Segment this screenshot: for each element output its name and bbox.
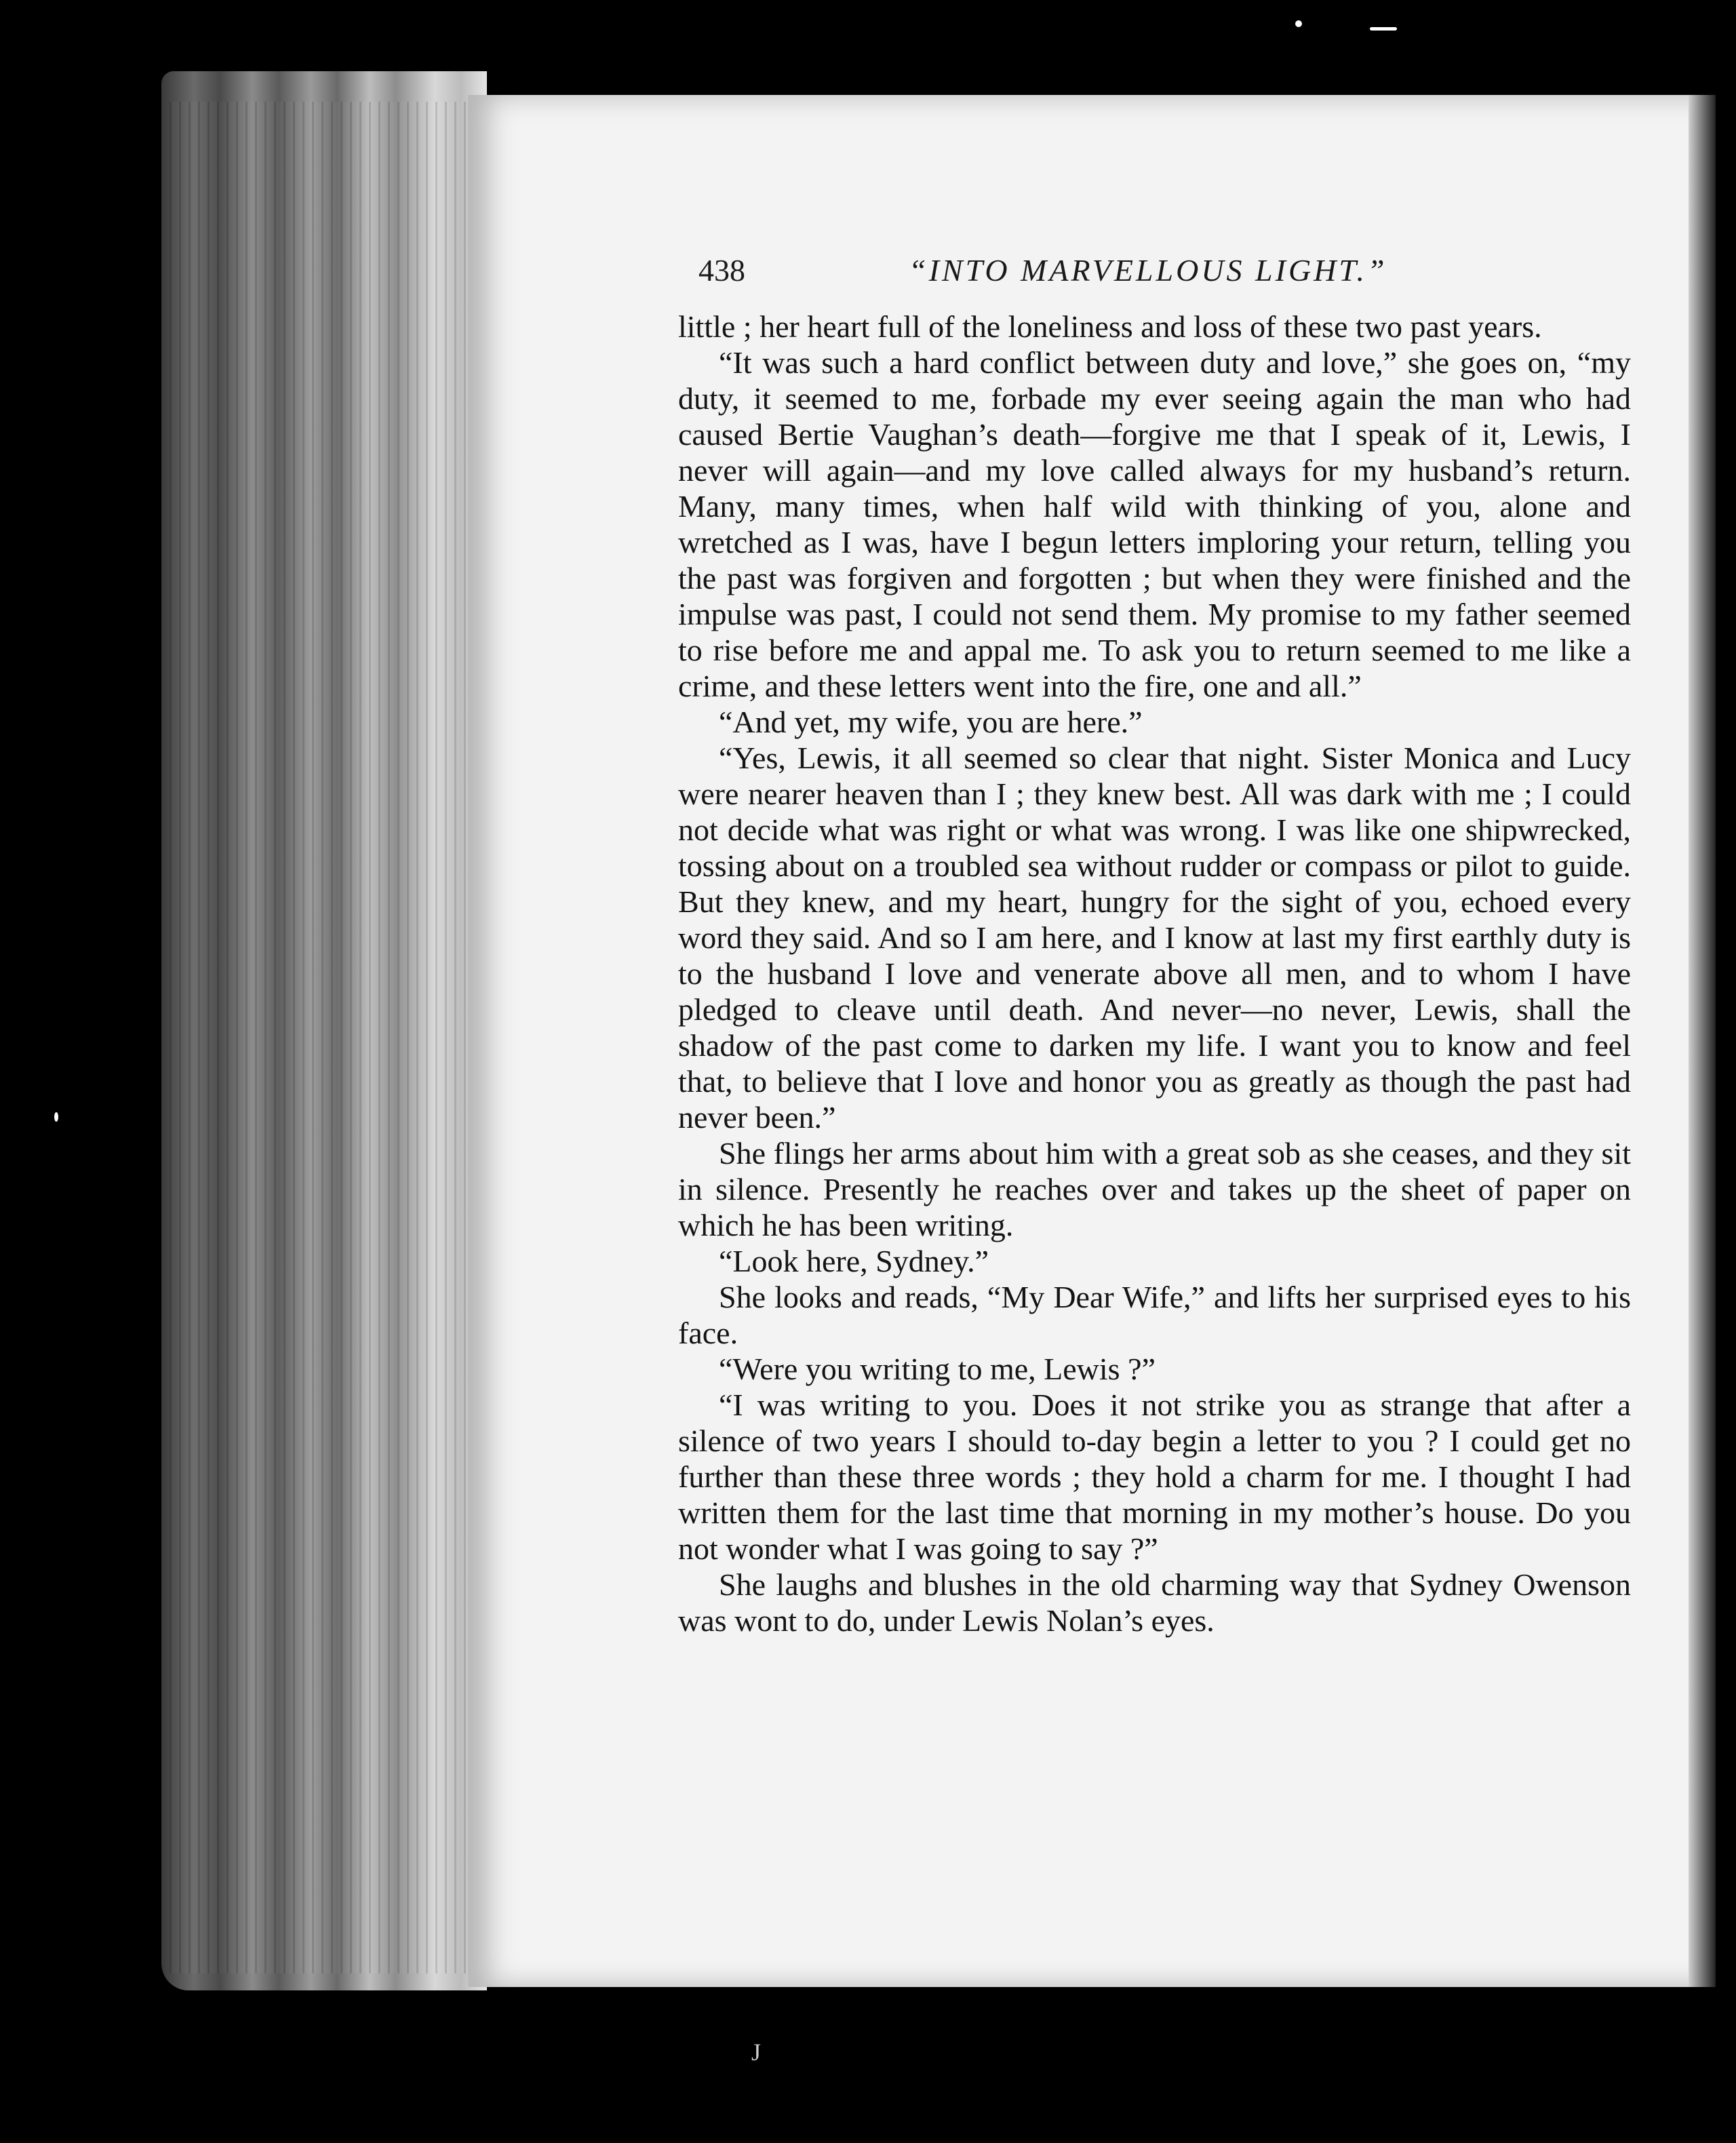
scan-speck: [1370, 27, 1397, 31]
paragraph: “Look here, Sydney.”: [719, 1244, 989, 1278]
page-edge-lines: [170, 102, 481, 1973]
paragraph: “Were you writing to me, Lewis ?”: [719, 1352, 1156, 1386]
page-number: 438: [698, 253, 745, 288]
scan-speck: [54, 1112, 58, 1122]
paragraph: She laughs and blushes in the old charming way that Sydney Owenson was wont to do, under Lewis Nolan’s eyes.: [678, 1567, 1631, 1638]
paragraph: “Yes, Lewis, it all seemed so clear that night. Sister Monica and Lucy were nearer heaven than I ; they knew best. All was dark with me ; I could not decide what was right or what was wrong. I was like one shipwrecked, tossing about on a troubled sea without rudder or compass or pilot to guide. But they knew, and my heart, hungry for the sight of you, echoed every word they said. And so I am here, and I know at last my first earthly duty is to the husband I love and venerate above all men, and to whom I have pledged to cleave until death. And never—no never, Lewis, shall the shadow of the past come to darken my life. I want you to know and feel that, to believe that I love and honor you as greatly as though the past had never been.”: [678, 741, 1631, 1135]
running-title: “INTO MARVELLOUS LIGHT.”: [909, 253, 1387, 288]
running-head: [698, 252, 1648, 293]
paragraph: “It was such a hard conflict between duty and love,” she goes on, “my duty, it seemed to me, forbade my ever seeing again the man who had caused Bertie Vaughan’s death—forgive me that I speak of it, Lewis, I never will again—and my love called always for my husband’s return. Many, many times, when half wild with thinking of you, alone and wretched as I was, have I begun letters imploring your return, telling you the past was forgiven and forgotten ; but when they were finished and the impulse was past, I could not send them. My promise to my father seemed to rise before me and appal me. To ask you to return seemed to me like a crime, and these letters went into the fire, one and all.”: [678, 345, 1631, 703]
page-gutter-shadow: [1689, 95, 1716, 1987]
paragraph: “And yet, my wife, you are here.”: [719, 705, 1143, 739]
footer-mark: J: [751, 2039, 762, 2066]
paragraph: “I was writing to you. Does it not strike you as strange that after a silence of two years I should to-day begin a letter to you ? I could get no further than these three words ; they hold a charm for me. I thought I had written them for the last time that morning in my mother’s house. Do you not wonder what I was going to say ?”: [678, 1388, 1631, 1566]
paragraph: She looks and reads, “My Dear Wife,” and lifts her surprised eyes to his face.: [678, 1280, 1631, 1350]
paragraph: She flings her arms about him with a great sob as she ceases, and they sit in silence. Presently he reaches over and takes up the sheet of paper on which he has been writing.: [678, 1136, 1631, 1242]
body-text: [678, 309, 1631, 1638]
scan-speck: [1295, 20, 1302, 27]
paragraph: little ; her heart full of the loneliness and loss of these two past years.: [678, 309, 1542, 344]
